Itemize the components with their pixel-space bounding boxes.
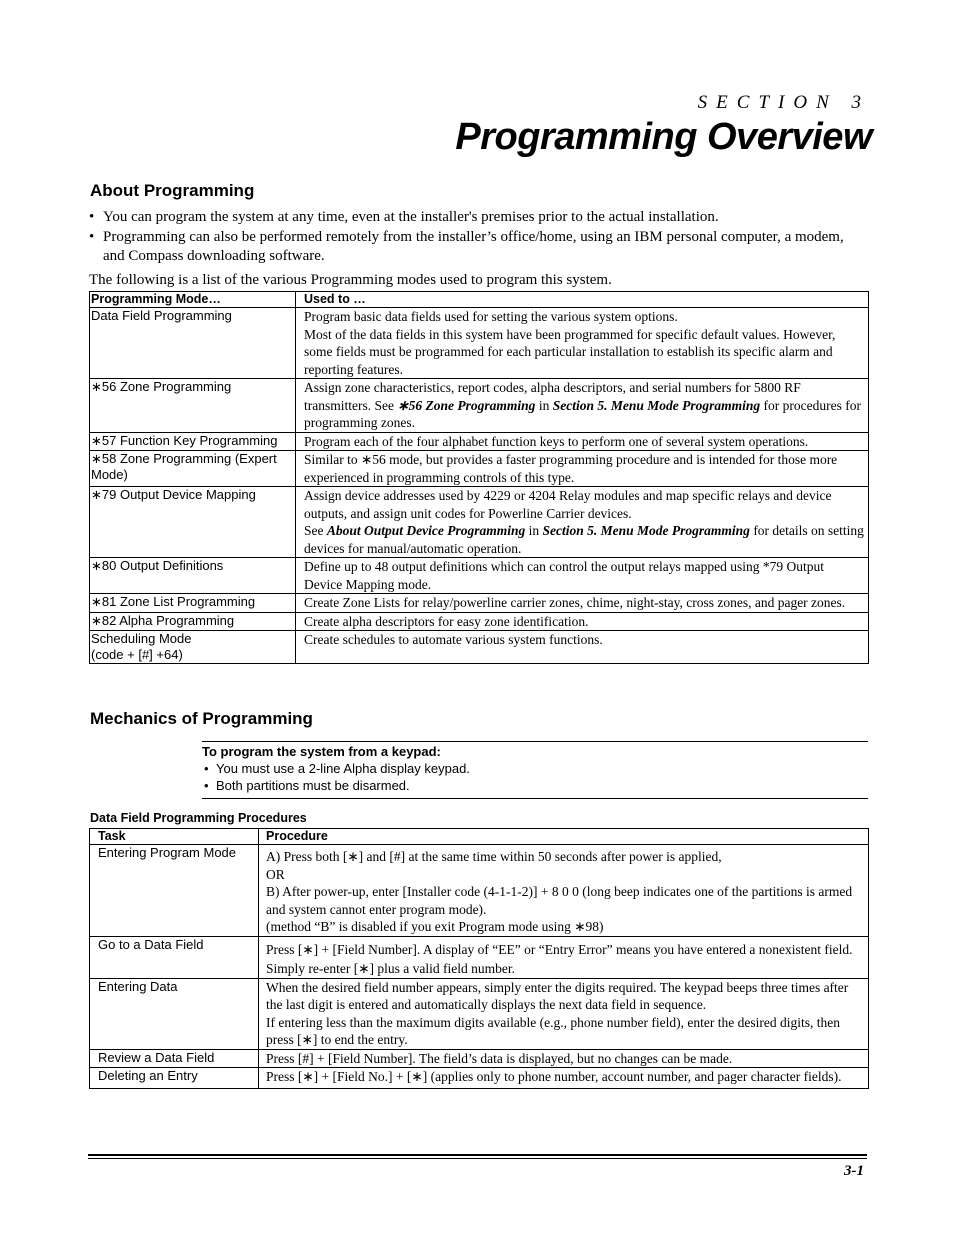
table-row [90, 1049, 869, 1068]
column-header-task: Task [90, 829, 259, 845]
description-line: Most of the data fields in this system have been programmed for specific default values. However, some fields must be programmed for each particular installation to establish its specific alarm and reporting features. [304, 326, 836, 377]
mechanics-heading: Mechanics of Programming [90, 709, 313, 728]
section-label: SECTION 3 [697, 92, 870, 113]
procedure-line: B) After power-up, enter [Installer code (4-1-1-2)] + 8 0 0 (long beep indicates one of the partitions is armed and system cannot enter program mode). [266, 884, 853, 917]
mode-name [90, 631, 296, 664]
table-row [90, 631, 869, 664]
table-row [90, 558, 869, 594]
procedure-line: When the desired field number appears, simply enter the digits required. The keypad beeps three times after the last digit is entered and automatically displays the next data field in sequence. [266, 979, 849, 1012]
cross-reference: Section 5. Menu Mode Programming [552, 397, 761, 413]
mode-description [296, 379, 869, 433]
keypad-requirements-list [202, 760, 868, 794]
mode-name: ∗80 Output Definitions [90, 558, 296, 594]
cross-reference: ∗56 Zone Programming [397, 397, 536, 413]
table-row [90, 845, 869, 937]
procedure-text [259, 845, 869, 937]
table-header-row [90, 292, 869, 308]
intro-text: The following is a list of the various Programming modes used to program this system. [89, 272, 612, 288]
procedure-line: Press [∗] + [Field Number]. A display of “EE” or “Entry Error” means you have entered a nonexistent field. Simply re-enter [∗] plus a valid field number. [266, 941, 853, 976]
description-text: Assign zone characteristics, report codes, alpha descriptors, and serial numbers for 5800 RF transmitters. See [304, 380, 801, 413]
description-text: in [535, 397, 553, 413]
footer-rule [88, 1158, 867, 1159]
programming-modes-table [89, 291, 869, 664]
page-title: Programming Overview [455, 116, 872, 158]
table-row [90, 594, 869, 613]
task-name: Go to a Data Field [90, 936, 259, 978]
about-bullet-list [88, 208, 868, 267]
list-item: • Both partitions must be disarmed. [202, 777, 868, 794]
procedure-line: Press [#] + [Field Number]. The field’s data is displayed, but no changes can be made. [266, 1050, 733, 1066]
footer-rule [88, 1154, 867, 1156]
about-bullet: • You can program the system at any time, even at the installer's premises prior to the actual installation. [88, 208, 868, 227]
table-row [90, 978, 869, 1049]
mode-description: Create schedules to automate various system functions. [296, 631, 869, 664]
procedure-text [259, 1068, 869, 1089]
procedure-line: (method “B” is disabled if you exit Program mode using ∗98) [266, 919, 604, 934]
about-bullet: • Programming can also be performed remotely from the installer’s office/home, using an IBM personal computer, a modem, and Compass downloading software. [88, 228, 868, 266]
mode-description [296, 487, 869, 558]
mode-description: Create Zone Lists for relay/powerline carrier zones, chime, night-stay, cross zones, and pager zones. [296, 594, 869, 613]
description-line: Program basic data fields used for setting the various system options. [304, 309, 678, 324]
description-text: in [525, 523, 543, 538]
task-name: Deleting an Entry [90, 1068, 259, 1089]
mode-name: ∗82 Alpha Programming [90, 612, 296, 631]
procedure-line: Press [∗] + [Field No.] + [∗] (applies only to phone number, account number, and pager character fields). [266, 1069, 842, 1084]
table-row [90, 379, 869, 433]
table-row [90, 451, 869, 487]
procedure-line: OR [266, 866, 285, 882]
mode-name-line: (code + [#] +64) [91, 647, 183, 662]
mode-name: ∗56 Zone Programming [90, 379, 296, 433]
procedure-line: If entering less than the maximum digits available (e.g., phone number field), enter the desired digits, then press [∗] to end the entry. [266, 1014, 840, 1047]
mode-description: Similar to ∗56 mode, but provides a faster programming procedure and is intended for those more experienced in programming controls of this type. [296, 451, 869, 487]
description-see-also [304, 522, 864, 557]
mode-description [296, 308, 869, 379]
procedure-text [259, 1049, 869, 1068]
task-name: Entering Data [90, 978, 259, 1049]
table-row [90, 432, 869, 451]
table-header-row [90, 829, 869, 845]
cross-reference: About Output Device Programming [326, 523, 526, 538]
mode-name: ∗58 Zone Programming (Expert Mode) [90, 451, 296, 487]
description-text: for details on setting devices for manual/automatic operation. [304, 523, 864, 556]
page-number: 3-1 [844, 1163, 864, 1179]
description-text: Assign device addresses used by 4229 or 4204 Relay modules and map specific relays and device outputs, and assign unit codes for Powerline Carrier devices. [304, 488, 832, 521]
column-header-procedure: Procedure [259, 829, 869, 845]
procedures-title: Data Field Programming Procedures [90, 811, 307, 825]
cross-reference: Section 5. Menu Mode Programming [542, 523, 750, 538]
mode-description: Define up to 48 output definitions which can control the output relays mapped using *79 Output Device Mapping mode. [296, 558, 869, 594]
about-heading: About Programming [90, 181, 255, 200]
mode-name: ∗81 Zone List Programming [90, 594, 296, 613]
table-row [90, 936, 869, 978]
list-item: • You must use a 2-line Alpha display keypad. [202, 760, 868, 777]
column-header-used-to: Used to … [296, 292, 869, 308]
description-text: for procedures for programming zones. [304, 397, 861, 430]
table-row [90, 308, 869, 379]
procedure-text [259, 978, 869, 1049]
procedures-table [89, 828, 869, 1089]
task-name: Entering Program Mode [90, 845, 259, 937]
table-row [90, 1068, 869, 1089]
procedure-line: A) Press both [∗] and [#] at the same time within 50 seconds after power is applied, [266, 849, 722, 864]
keypad-requirements-title: To program the system from a keypad: [202, 744, 441, 759]
mode-description: Program each of the four alphabet function keys to perform one of several system operations. [296, 432, 869, 451]
mode-name: ∗79 Output Device Mapping [90, 487, 296, 558]
table-row [90, 612, 869, 631]
keypad-requirements-box [202, 741, 868, 799]
mode-description: Create alpha descriptors for easy zone identification. [296, 612, 869, 631]
task-name: Review a Data Field [90, 1049, 259, 1068]
mode-name-line: Scheduling Mode [91, 631, 192, 646]
mode-name: Data Field Programming [90, 308, 296, 379]
description-text: See [304, 523, 327, 538]
table-row [90, 487, 869, 558]
procedure-text [259, 936, 869, 978]
column-header-mode: Programming Mode… [90, 292, 296, 308]
mode-name: ∗57 Function Key Programming [90, 432, 296, 451]
